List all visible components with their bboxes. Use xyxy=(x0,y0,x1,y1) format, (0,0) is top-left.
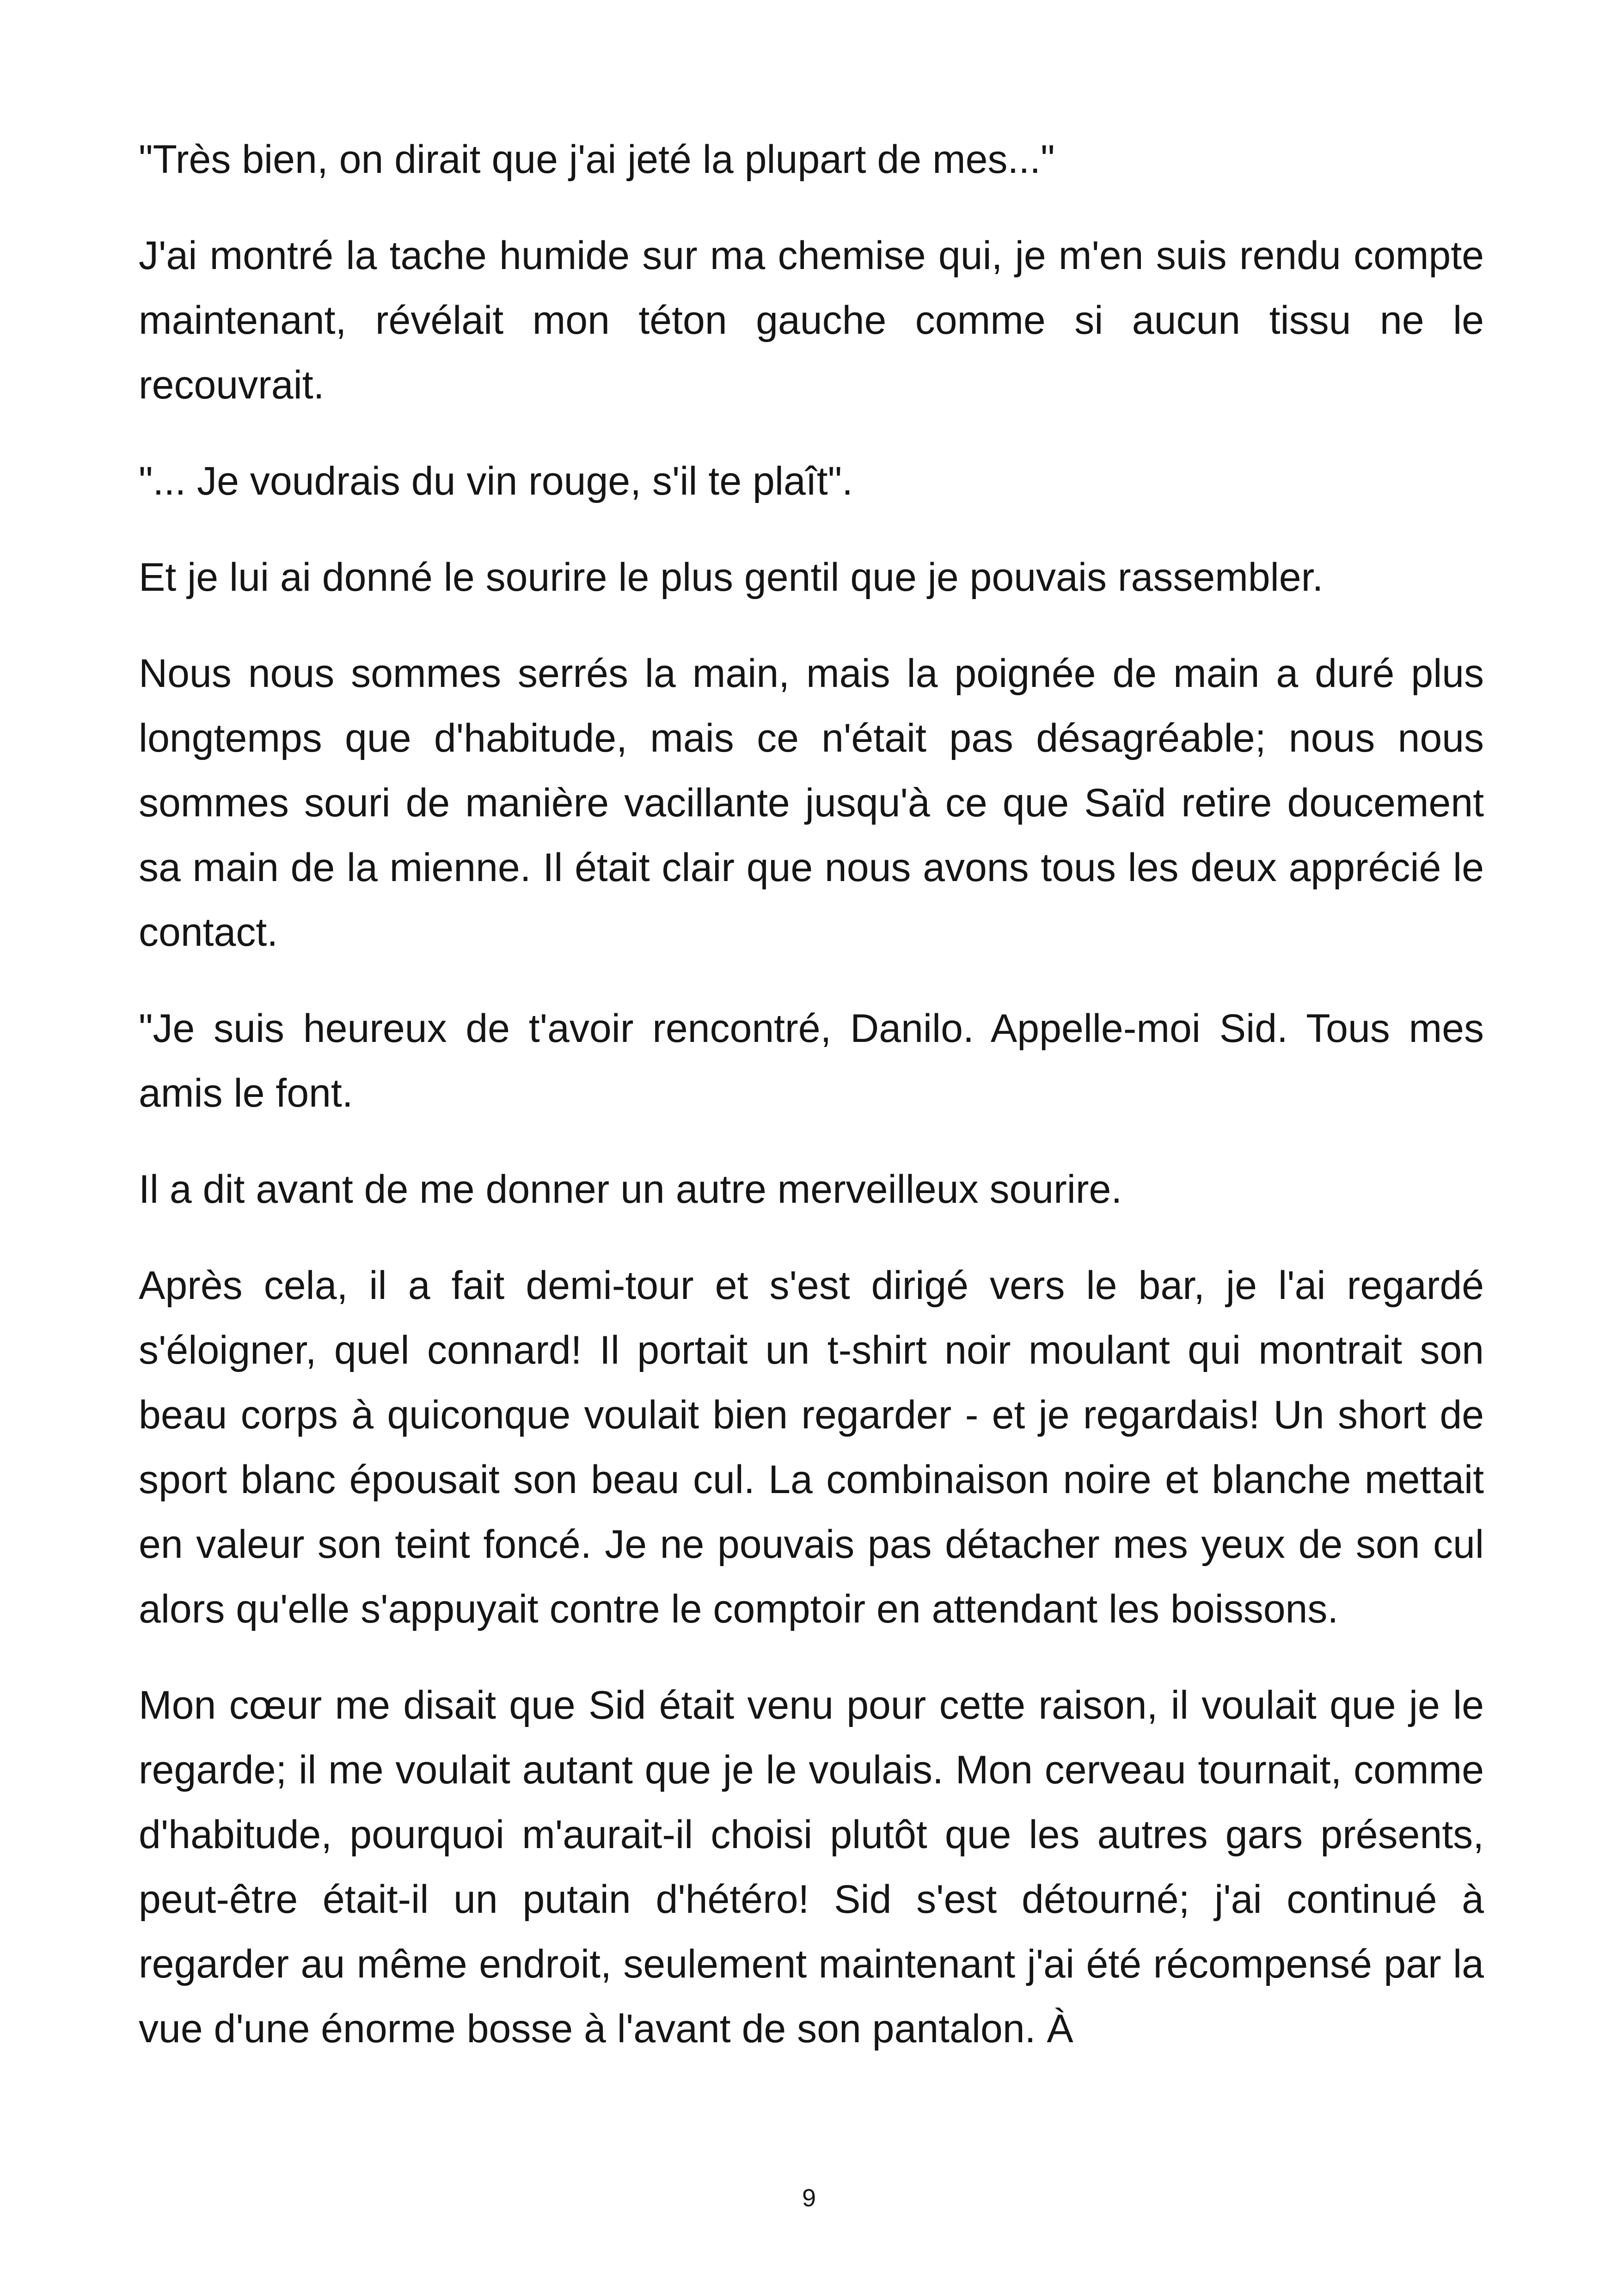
paragraph: Après cela, il a fait demi-tour et s'est dirigé vers le bar, je l'ai regardé s'éloigner, quel connard! Il portait un t-shirt noir moulant qui montrait son beau corps à quiconque voulait bien regarder - et je regardais! Un short de sport blanc épousait son beau cul. La combinaison noire et blanche mettait en valeur son teint foncé. Je ne pouvais pas détacher mes yeux de son cul alors qu'elle s'appuyait contre le comptoir en attendant les boissons. xyxy=(139,1263,1484,1631)
paragraph: "... Je voudrais du vin rouge, s'il te plaît". xyxy=(139,459,853,503)
paragraph: Mon cœur me disait que Sid était venu pour cette raison, il voulait que je le regarde; il me voulait autant que je le voulais. Mon cerveau tournait, comme d'habitude, pourquoi m'aurait-il choisi plutôt que les autres gars présents, peut-être était-il un putain d'hétéro! Sid s'est détourné; j'ai continué à regarder au même endroit, seulement maintenant j'ai été récompensé par la vue d'une énorme bosse à l'avant de son pantalon. À xyxy=(139,1683,1484,2051)
paragraph: "Très bien, on dirait que j'ai jeté la plupart de mes..." xyxy=(139,137,1055,182)
paragraph: J'ai montré la tache humide sur ma chemise qui, je m'en suis rendu compte maintenant, révélait mon téton gauche comme si aucun tissu ne le recouvrait. xyxy=(139,233,1484,407)
paragraph: Nous nous sommes serrés la main, mais la poignée de main a duré plus longtemps que d'habitude, mais ce n'était pas désagréable; nous nous sommes souri de manière vacillante jusqu'à ce que Saïd retire doucement sa main de la mienne. Il était clair que nous avons tous les deux apprécié le contact. xyxy=(139,651,1484,955)
paragraph: "Je suis heureux de t'avoir rencontré, Danilo. Appelle-moi Sid. Tous mes amis le font. xyxy=(139,1006,1484,1115)
paragraph: Et je lui ai donné le sourire le plus gentil que je pouvais rassembler. xyxy=(139,555,1324,600)
page-number: 9 xyxy=(802,2184,816,2212)
paragraph: Il a dit avant de me donner un autre merveilleux sourire. xyxy=(139,1167,1122,1212)
body-text xyxy=(139,127,1484,2061)
